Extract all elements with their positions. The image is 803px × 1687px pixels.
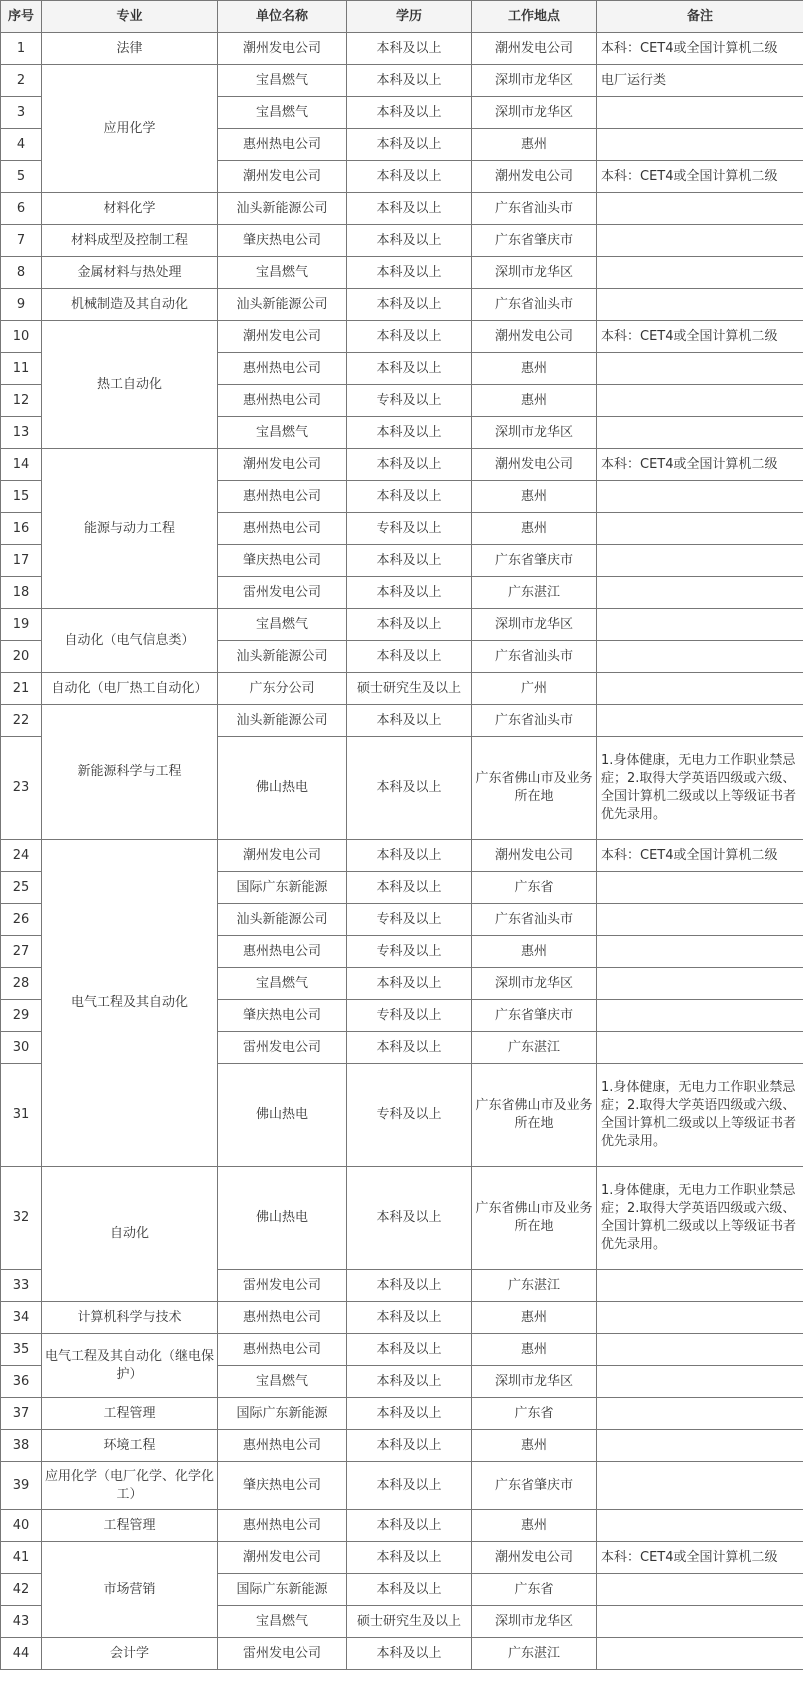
unit-cell: 雷州发电公司 (218, 577, 347, 609)
unit-cell: 雷州发电公司 (218, 1270, 347, 1302)
row-index: 26 (1, 904, 42, 936)
table-row (1, 673, 803, 705)
row-index: 38 (1, 1430, 42, 1462)
row-index: 37 (1, 1398, 42, 1430)
notes-cell: 本科：CET4或全国计算机二级 (597, 161, 803, 193)
notes-cell: 本科：CET4或全国计算机二级 (597, 1542, 803, 1574)
location-cell: 深圳市龙华区 (472, 417, 597, 449)
row-index: 13 (1, 417, 42, 449)
unit-cell: 国际广东新能源 (218, 872, 347, 904)
location-cell: 潮州发电公司 (472, 321, 597, 353)
row-index: 22 (1, 705, 42, 737)
notes-cell (597, 936, 803, 968)
major-cell: 能源与动力工程 (42, 449, 218, 609)
row-index: 34 (1, 1302, 42, 1334)
education-cell: 本科及以上 (347, 33, 472, 65)
location-cell: 深圳市龙华区 (472, 97, 597, 129)
notes-cell (597, 641, 803, 673)
notes-cell (597, 193, 803, 225)
table-row (1, 1302, 803, 1334)
notes-cell: 本科：CET4或全国计算机二级 (597, 321, 803, 353)
location-cell: 广东省肇庆市 (472, 225, 597, 257)
location-cell: 深圳市龙华区 (472, 65, 597, 97)
major-cell: 计算机科学与技术 (42, 1302, 218, 1334)
unit-cell: 惠州热电公司 (218, 936, 347, 968)
notes-cell (597, 417, 803, 449)
unit-cell: 惠州热电公司 (218, 129, 347, 161)
major-cell: 应用化学 (42, 65, 218, 193)
notes-cell (597, 1366, 803, 1398)
major-cell: 机械制造及其自动化 (42, 289, 218, 321)
location-cell: 深圳市龙华区 (472, 968, 597, 1000)
location-cell: 惠州 (472, 353, 597, 385)
education-cell: 本科及以上 (347, 1638, 472, 1670)
unit-cell: 肇庆热电公司 (218, 1000, 347, 1032)
row-index: 11 (1, 353, 42, 385)
notes-cell (597, 609, 803, 641)
location-cell: 广东省 (472, 872, 597, 904)
row-index: 35 (1, 1334, 42, 1366)
header-major: 专业 (42, 1, 218, 33)
notes-cell (597, 872, 803, 904)
major-cell: 热工自动化 (42, 321, 218, 449)
notes-cell (597, 257, 803, 289)
notes-cell (597, 545, 803, 577)
notes-cell (597, 353, 803, 385)
row-index: 42 (1, 1574, 42, 1606)
row-index: 20 (1, 641, 42, 673)
unit-cell: 肇庆热电公司 (218, 1462, 347, 1510)
row-index: 21 (1, 673, 42, 705)
notes-cell: 本科：CET4或全国计算机二级 (597, 840, 803, 872)
row-index: 36 (1, 1366, 42, 1398)
table-row (1, 1398, 803, 1430)
header-index: 序号 (1, 1, 42, 33)
education-cell: 专科及以上 (347, 1000, 472, 1032)
education-cell: 硕士研究生及以上 (347, 1606, 472, 1638)
education-cell: 本科及以上 (347, 289, 472, 321)
table-row (1, 609, 803, 641)
row-index: 1 (1, 33, 42, 65)
education-cell: 本科及以上 (347, 1430, 472, 1462)
education-cell: 本科及以上 (347, 1270, 472, 1302)
row-index: 10 (1, 321, 42, 353)
education-cell: 本科及以上 (347, 65, 472, 97)
table-row (1, 257, 803, 289)
notes-cell (597, 1032, 803, 1064)
major-cell: 市场营销 (42, 1542, 218, 1638)
location-cell: 广东湛江 (472, 1270, 597, 1302)
location-cell: 潮州发电公司 (472, 840, 597, 872)
major-cell: 材料化学 (42, 193, 218, 225)
row-index: 3 (1, 97, 42, 129)
unit-cell: 汕头新能源公司 (218, 904, 347, 936)
notes-cell: 本科：CET4或全国计算机二级 (597, 449, 803, 481)
location-cell: 潮州发电公司 (472, 33, 597, 65)
education-cell: 专科及以上 (347, 904, 472, 936)
education-cell: 本科及以上 (347, 609, 472, 641)
location-cell: 深圳市龙华区 (472, 609, 597, 641)
major-cell: 应用化学（电厂化学、化学化工） (42, 1462, 218, 1510)
education-cell: 本科及以上 (347, 641, 472, 673)
notes-cell (597, 577, 803, 609)
location-cell: 潮州发电公司 (472, 1542, 597, 1574)
location-cell: 惠州 (472, 385, 597, 417)
notes-cell (597, 1462, 803, 1510)
major-cell: 金属材料与热处理 (42, 257, 218, 289)
education-cell: 专科及以上 (347, 385, 472, 417)
unit-cell: 佛山热电 (218, 1064, 347, 1167)
notes-cell: 1.身体健康，无电力工作职业禁忌症；2.取得大学英语四级或六级、全国计算机二级或以上等级证书者优先录用。 (597, 1064, 803, 1167)
unit-cell: 雷州发电公司 (218, 1638, 347, 1670)
education-cell: 本科及以上 (347, 1167, 472, 1270)
unit-cell: 潮州发电公司 (218, 840, 347, 872)
unit-cell: 佛山热电 (218, 1167, 347, 1270)
major-cell: 工程管理 (42, 1398, 218, 1430)
unit-cell: 肇庆热电公司 (218, 545, 347, 577)
education-cell: 本科及以上 (347, 129, 472, 161)
notes-cell (597, 225, 803, 257)
location-cell: 惠州 (472, 481, 597, 513)
location-cell: 深圳市龙华区 (472, 1366, 597, 1398)
unit-cell: 肇庆热电公司 (218, 225, 347, 257)
table-row (1, 840, 803, 872)
major-cell: 自动化（电气信息类） (42, 609, 218, 673)
row-index: 30 (1, 1032, 42, 1064)
education-cell: 本科及以上 (347, 545, 472, 577)
location-cell: 广州 (472, 673, 597, 705)
table-row (1, 1542, 803, 1574)
education-cell: 本科及以上 (347, 1398, 472, 1430)
unit-cell: 汕头新能源公司 (218, 289, 347, 321)
notes-cell (597, 1606, 803, 1638)
header-notes: 备注 (597, 1, 803, 33)
notes-cell (597, 1270, 803, 1302)
unit-cell: 宝昌燃气 (218, 1606, 347, 1638)
education-cell: 本科及以上 (347, 1542, 472, 1574)
notes-cell (597, 705, 803, 737)
row-index: 5 (1, 161, 42, 193)
header-location: 工作地点 (472, 1, 597, 33)
row-index: 25 (1, 872, 42, 904)
education-cell: 本科及以上 (347, 417, 472, 449)
unit-cell: 汕头新能源公司 (218, 641, 347, 673)
unit-cell: 宝昌燃气 (218, 417, 347, 449)
row-index: 27 (1, 936, 42, 968)
unit-cell: 潮州发电公司 (218, 33, 347, 65)
row-index: 16 (1, 513, 42, 545)
notes-cell: 本科：CET4或全国计算机二级 (597, 33, 803, 65)
education-cell: 本科及以上 (347, 577, 472, 609)
education-cell: 本科及以上 (347, 257, 472, 289)
location-cell: 惠州 (472, 1510, 597, 1542)
major-cell: 工程管理 (42, 1510, 218, 1542)
education-cell: 本科及以上 (347, 161, 472, 193)
table-row (1, 449, 803, 481)
unit-cell: 雷州发电公司 (218, 1032, 347, 1064)
table-row (1, 225, 803, 257)
unit-cell: 广东分公司 (218, 673, 347, 705)
unit-cell: 潮州发电公司 (218, 321, 347, 353)
unit-cell: 潮州发电公司 (218, 161, 347, 193)
notes-cell (597, 1430, 803, 1462)
location-cell: 深圳市龙华区 (472, 257, 597, 289)
notes-cell (597, 1000, 803, 1032)
education-cell: 本科及以上 (347, 705, 472, 737)
education-cell: 本科及以上 (347, 481, 472, 513)
major-cell: 电气工程及其自动化（继电保护） (42, 1334, 218, 1398)
unit-cell: 惠州热电公司 (218, 481, 347, 513)
notes-cell (597, 481, 803, 513)
education-cell: 本科及以上 (347, 737, 472, 840)
row-index: 32 (1, 1167, 42, 1270)
notes-cell (597, 904, 803, 936)
location-cell: 广东省 (472, 1574, 597, 1606)
education-cell: 本科及以上 (347, 193, 472, 225)
notes-cell (597, 1398, 803, 1430)
table-row (1, 65, 803, 97)
education-cell: 本科及以上 (347, 840, 472, 872)
education-cell: 本科及以上 (347, 968, 472, 1000)
location-cell: 广东省汕头市 (472, 641, 597, 673)
unit-cell: 惠州热电公司 (218, 385, 347, 417)
education-cell: 本科及以上 (347, 1366, 472, 1398)
unit-cell: 惠州热电公司 (218, 353, 347, 385)
row-index: 12 (1, 385, 42, 417)
location-cell: 潮州发电公司 (472, 161, 597, 193)
major-cell: 会计学 (42, 1638, 218, 1670)
unit-cell: 宝昌燃气 (218, 609, 347, 641)
header-unit: 单位名称 (218, 1, 347, 33)
notes-cell: 1.身体健康，无电力工作职业禁忌症；2.取得大学英语四级或六级、全国计算机二级或以上等级证书者优先录用。 (597, 737, 803, 840)
location-cell: 深圳市龙华区 (472, 1606, 597, 1638)
table-body (1, 33, 803, 1670)
location-cell: 广东省肇庆市 (472, 1462, 597, 1510)
location-cell: 广东湛江 (472, 1032, 597, 1064)
notes-cell (597, 1510, 803, 1542)
row-index: 28 (1, 968, 42, 1000)
unit-cell: 国际广东新能源 (218, 1574, 347, 1606)
unit-cell: 宝昌燃气 (218, 1366, 347, 1398)
notes-cell: 电厂运行类 (597, 65, 803, 97)
table-row (1, 321, 803, 353)
notes-cell: 1.身体健康，无电力工作职业禁忌症；2.取得大学英语四级或六级、全国计算机二级或以上等级证书者优先录用。 (597, 1167, 803, 1270)
table-row (1, 1167, 803, 1270)
row-index: 40 (1, 1510, 42, 1542)
row-index: 44 (1, 1638, 42, 1670)
table-row (1, 1334, 803, 1366)
row-index: 6 (1, 193, 42, 225)
education-cell: 本科及以上 (347, 225, 472, 257)
major-cell: 材料成型及控制工程 (42, 225, 218, 257)
education-cell: 专科及以上 (347, 1064, 472, 1167)
major-cell: 自动化（电厂热工自动化） (42, 673, 218, 705)
row-index: 14 (1, 449, 42, 481)
education-cell: 本科及以上 (347, 353, 472, 385)
location-cell: 广东省肇庆市 (472, 545, 597, 577)
education-cell: 本科及以上 (347, 872, 472, 904)
row-index: 8 (1, 257, 42, 289)
table-row (1, 1462, 803, 1510)
location-cell: 惠州 (472, 1334, 597, 1366)
notes-cell (597, 673, 803, 705)
table-row (1, 289, 803, 321)
unit-cell: 佛山热电 (218, 737, 347, 840)
location-cell: 惠州 (472, 936, 597, 968)
unit-cell: 惠州热电公司 (218, 1510, 347, 1542)
unit-cell: 国际广东新能源 (218, 1398, 347, 1430)
location-cell: 惠州 (472, 129, 597, 161)
location-cell: 广东湛江 (472, 1638, 597, 1670)
education-cell: 本科及以上 (347, 1462, 472, 1510)
table-row (1, 33, 803, 65)
unit-cell: 汕头新能源公司 (218, 705, 347, 737)
header-row (1, 1, 803, 33)
notes-cell (597, 1302, 803, 1334)
location-cell: 广东省肇庆市 (472, 1000, 597, 1032)
location-cell: 广东湛江 (472, 577, 597, 609)
education-cell: 本科及以上 (347, 1574, 472, 1606)
education-cell: 本科及以上 (347, 1302, 472, 1334)
notes-cell (597, 1574, 803, 1606)
major-cell: 环境工程 (42, 1430, 218, 1462)
location-cell: 广东省佛山市及业务所在地 (472, 1167, 597, 1270)
education-cell: 专科及以上 (347, 936, 472, 968)
table-row (1, 1430, 803, 1462)
unit-cell: 潮州发电公司 (218, 1542, 347, 1574)
unit-cell: 惠州热电公司 (218, 513, 347, 545)
unit-cell: 宝昌燃气 (218, 65, 347, 97)
row-index: 4 (1, 129, 42, 161)
table-row (1, 1638, 803, 1670)
education-cell: 本科及以上 (347, 321, 472, 353)
table-row (1, 1510, 803, 1542)
unit-cell: 宝昌燃气 (218, 968, 347, 1000)
education-cell: 专科及以上 (347, 513, 472, 545)
row-index: 23 (1, 737, 42, 840)
location-cell: 惠州 (472, 1302, 597, 1334)
unit-cell: 宝昌燃气 (218, 97, 347, 129)
education-cell: 本科及以上 (347, 1334, 472, 1366)
notes-cell (597, 289, 803, 321)
unit-cell: 宝昌燃气 (218, 257, 347, 289)
location-cell: 潮州发电公司 (472, 449, 597, 481)
education-cell: 本科及以上 (347, 1032, 472, 1064)
row-index: 31 (1, 1064, 42, 1167)
unit-cell: 惠州热电公司 (218, 1302, 347, 1334)
table-row (1, 193, 803, 225)
row-index: 17 (1, 545, 42, 577)
row-index: 9 (1, 289, 42, 321)
notes-cell (597, 97, 803, 129)
row-index: 43 (1, 1606, 42, 1638)
row-index: 15 (1, 481, 42, 513)
major-cell: 自动化 (42, 1167, 218, 1302)
education-cell: 本科及以上 (347, 449, 472, 481)
row-index: 33 (1, 1270, 42, 1302)
location-cell: 惠州 (472, 513, 597, 545)
education-cell: 本科及以上 (347, 1510, 472, 1542)
row-index: 41 (1, 1542, 42, 1574)
row-index: 2 (1, 65, 42, 97)
notes-cell (597, 129, 803, 161)
row-index: 39 (1, 1462, 42, 1510)
major-cell: 新能源科学与工程 (42, 705, 218, 840)
location-cell: 广东省汕头市 (472, 193, 597, 225)
education-cell: 硕士研究生及以上 (347, 673, 472, 705)
unit-cell: 惠州热电公司 (218, 1430, 347, 1462)
major-cell: 电气工程及其自动化 (42, 840, 218, 1167)
location-cell: 惠州 (472, 1430, 597, 1462)
row-index: 24 (1, 840, 42, 872)
unit-cell: 惠州热电公司 (218, 1334, 347, 1366)
table-row (1, 705, 803, 737)
notes-cell (597, 385, 803, 417)
location-cell: 广东省汕头市 (472, 289, 597, 321)
major-cell: 法律 (42, 33, 218, 65)
header-education: 学历 (347, 1, 472, 33)
location-cell: 广东省佛山市及业务所在地 (472, 737, 597, 840)
location-cell: 广东省佛山市及业务所在地 (472, 1064, 597, 1167)
education-cell: 本科及以上 (347, 97, 472, 129)
notes-cell (597, 968, 803, 1000)
notes-cell (597, 1334, 803, 1366)
row-index: 7 (1, 225, 42, 257)
unit-cell: 潮州发电公司 (218, 449, 347, 481)
notes-cell (597, 1638, 803, 1670)
unit-cell: 汕头新能源公司 (218, 193, 347, 225)
location-cell: 广东省汕头市 (472, 705, 597, 737)
location-cell: 广东省 (472, 1398, 597, 1430)
row-index: 18 (1, 577, 42, 609)
location-cell: 广东省汕头市 (472, 904, 597, 936)
notes-cell (597, 513, 803, 545)
row-index: 29 (1, 1000, 42, 1032)
row-index: 19 (1, 609, 42, 641)
